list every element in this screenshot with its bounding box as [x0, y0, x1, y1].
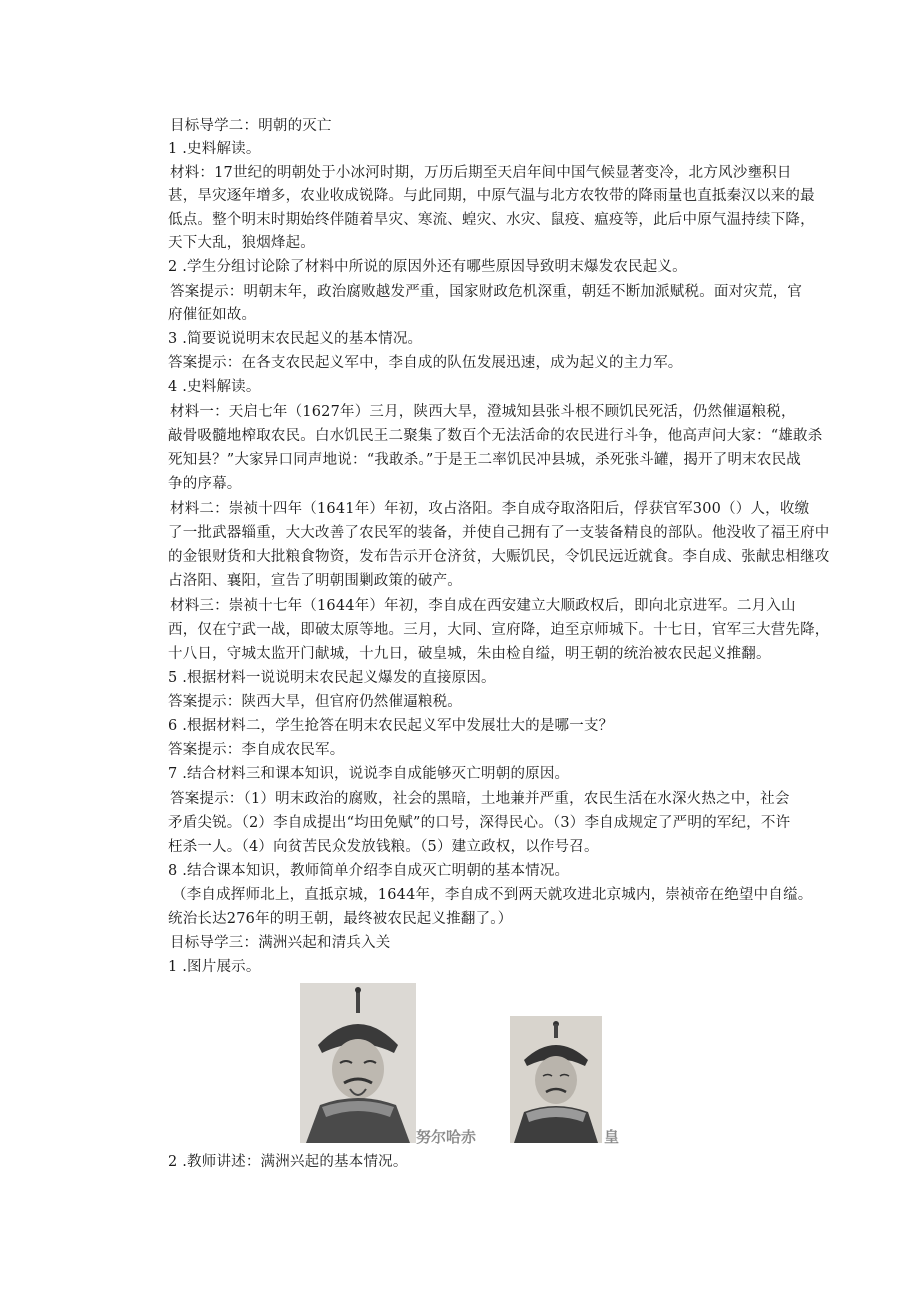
material-1-line: 争的序幕。 [168, 476, 242, 492]
portrait-left-image [300, 983, 416, 1143]
material-3-line: 十八日，守城太监开门献城，十九日，破皇城，朱由检自缢，明王朝的统治被农民起义推翻。 [168, 646, 771, 662]
material-line: 材料：17世纪的明朝处于小冰河时期，万历后期至天启年间中国气候显著变冷，北方风沙壅积日 [170, 165, 792, 181]
item-4: 4 .史料解读。 [168, 379, 261, 395]
item-3: 3 .简要说说明末农民起义的基本情况。 [168, 331, 423, 347]
material-2-line: 的金银财货和大批粮食物资，发布告示开仓济贫，大赈饥民，令饥民远近就食。李自成、张献忠相继攻 [168, 549, 830, 565]
portrait-right-image [510, 1016, 602, 1143]
material-line: 低点。整个明末时期始终伴随着旱灾、寒流、蝗灾、水灾、鼠疫、瘟疫等，此后中原气温持续下降， [168, 212, 815, 228]
portrait-right-caption: 皇 [604, 1128, 620, 1146]
item-6: 6 .根据材料二，学生抢答在明末农民起义军中发展壮大的是哪一支？ [168, 718, 614, 734]
section-heading-3: 目标导学三：满洲兴起和清兵入关 [170, 935, 391, 951]
material-1-line: 死知县？”大家异口同声地说：“我敢杀。”于是王二率饥民冲县城，杀死张斗罐，揭开了明末农民战 [168, 452, 801, 468]
answer-line: 答案提示：李自成农民军。 [168, 742, 345, 758]
summary-line: 统治长达276年的明王朝，最终被农民起义推翻了。） [168, 911, 513, 927]
material-3-line: 材料三：崇祯十七年（1644年）年初，李自成在西安建立大顺政权后，即向北京进军。二月入山 [170, 598, 796, 614]
portrait-left-caption: 努尔哈赤 [416, 1128, 477, 1146]
material-3-line: 西，仅在宁武一战，即破太原等地。三月，大同、宣府降，迫至京师城下。十七日，官军三大营先降， [168, 622, 830, 638]
material-line: 天下大乱，狼烟烽起。 [168, 235, 315, 251]
item-5: 5 .根据材料一说说明末农民起义爆发的直接原因。 [168, 670, 496, 686]
answer-line: 答案提示：在各支农民起义军中，李自成的队伍发展迅速，成为起义的主力军。 [168, 355, 683, 371]
material-2-line: 占洛阳、襄阳，宣告了明朝围剿政策的破产。 [168, 573, 462, 589]
material-2-line: 材料二：崇祯十四年（1641年）年初，攻占洛阳。李自成夺取洛阳后，俘获官军300（）人，收缴 [170, 501, 810, 517]
item-8: 8 .结合课本知识，教师简单介绍李自成灭亡明朝的基本情况。 [168, 863, 570, 879]
material-1-line: 敲骨吸髓地榨取农民。白水饥民王二聚集了数百个无法活命的农民进行斗争，他高声问大家：“雄敢杀 [168, 428, 823, 444]
answer-line: 枉杀一人。（4）向贫苦民众发放钱粮。（5）建立政权，以作号召。 [168, 839, 599, 855]
material-line: 甚，旱灾逐年增多，农业收成锐降。与此同期，中原气温与北方农牧带的降雨量也直抵秦汉以来的最 [168, 188, 815, 204]
answer-line: 答案提示：（1）明末政治的腐败，社会的黑暗，土地兼并严重，农民生活在水深火热之中，社会 [170, 791, 790, 807]
answer-line: 矛盾尖锐。（2）李自成提出“均田免赋”的口号，深得民心。（3）李自成规定了严明的军纪，不许 [168, 815, 791, 831]
answer-line: 府催征如故。 [168, 307, 257, 323]
answer-line: 答案提示：明朝末年，政治腐败越发严重，国家财政危机深重，朝廷不断加派赋税。面对灾荒，官 [170, 284, 803, 300]
item-7: 7 .结合材料三和课本知识，说说李自成能够灭亡明朝的原因。 [168, 766, 570, 782]
material-1-line: 材料一：天启七年（1627年）三月，陕西大旱，澄城知县张斗根不顾饥民死活，仍然催逼粮税， [170, 404, 796, 420]
item-2-lecture: 2 .教师讲述：满洲兴起的基本情况。 [168, 1154, 408, 1170]
item-1: 1 .史料解读。 [168, 141, 261, 157]
answer-line: 答案提示：陕西大旱，但官府仍然催逼粮税。 [168, 694, 462, 710]
item-2: 2 .学生分组讨论除了材料中所说的原因外还有哪些原因导致明末爆发农民起义。 [168, 259, 687, 275]
material-2-line: 了一批武器辎重，大大改善了农民军的装备，并使自己拥有了一支装备精良的部队。他没收了福王府中 [168, 525, 830, 541]
section-heading-2: 目标导学二：明朝的灭亡 [170, 118, 332, 134]
summary-line: （李自成挥师北上，直抵京城，1644年，李自成不到两天就攻进北京城内，崇祯帝在绝望中自缢。 [172, 887, 813, 903]
item-1-pictures: 1 .图片展示。 [168, 959, 261, 975]
